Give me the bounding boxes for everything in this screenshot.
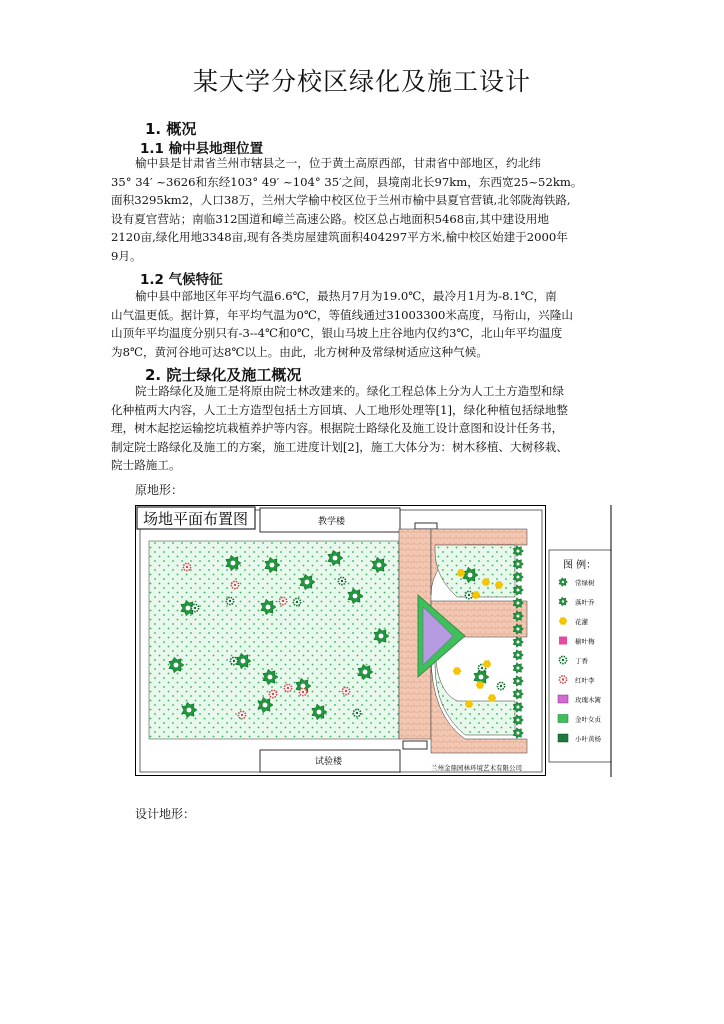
legend-redplum-icon: [559, 676, 566, 683]
text-line: 榆中县中部地区年平均气温6.6℃，最热月7月为19.0℃，最冷月1月为-8.1℃，南: [135, 289, 557, 303]
text-line: 院士路施工。: [111, 458, 181, 473]
section-1-2-heading: 1.2 气候特征: [140, 272, 223, 288]
caption-original-terrain: 原地形：: [135, 483, 184, 497]
redplum-symbol: [183, 563, 190, 570]
legend-label: 常绿树: [575, 579, 595, 587]
lilac-symbol: [226, 597, 233, 604]
caption-design-terrain: 设计地形：: [135, 807, 196, 821]
redplum-symbol: [269, 690, 276, 697]
text-line: 化种植两大内容，人工土方造型包括土方回填、人工地形处理等[1]，绿化种植包括绿地整: [111, 402, 568, 417]
legend-label: 金叶女贞: [575, 715, 601, 724]
legend-label: 丁香: [575, 657, 588, 665]
lilac-symbol: [465, 591, 472, 598]
legend-label: 花灌: [575, 618, 588, 626]
text-line: 为8℃，黄河谷地可达8℃以上。由此，北方树种及常绿树适应这种气候。: [111, 344, 488, 359]
redplum-symbol: [299, 688, 306, 695]
text-line: 设有夏官营站；南临312国道和嶂兰高速公路。校区总占地面积5468亩,其中建设用地: [111, 211, 549, 226]
legend-item: [559, 637, 595, 646]
section-2-paragraph: [111, 382, 614, 475]
redplum-symbol: [231, 581, 238, 588]
redplum-symbol: [342, 687, 349, 694]
legend-plum-icon: [559, 637, 567, 645]
top-gate: [415, 523, 437, 529]
lilac-symbol: [497, 682, 504, 689]
section-1-1-paragraph: [111, 154, 614, 266]
text-line: 35° 34′ ~3626和东经103° 49′ ~104° 35′之间，县境南北长97km，东西宽25~52km。: [111, 174, 583, 189]
legend-label: 小叶黄杨: [575, 735, 601, 743]
legend-hedge-rose-icon: [558, 695, 568, 703]
document-title: 某大学分校区绿化及施工设计: [192, 67, 531, 96]
section-1-2-paragraph: [111, 287, 614, 361]
text-line: 9月。: [111, 248, 142, 263]
bottom-building-label: 试验楼: [315, 757, 343, 767]
redplum-symbol: [238, 711, 245, 718]
redplum-symbol: [279, 597, 286, 604]
legend-title: 图 例：: [563, 560, 597, 571]
lilac-symbol: [353, 709, 360, 716]
site-plan-drawing: [135, 505, 612, 777]
legend-item: [558, 695, 602, 704]
legend-item: [559, 676, 595, 685]
section-2-heading: 2. 院士绿化及施工概况: [145, 366, 302, 384]
section-1-1-heading: 1.1 榆中县地理位置: [140, 141, 264, 157]
text-line: 制定院士路绿化及施工的方案，施工进度计划[2]，施工大体分为：树木移植、大树移栽、: [111, 439, 568, 454]
lilac-symbol: [293, 598, 300, 605]
lilac-symbol: [338, 577, 345, 584]
legend-label: 红叶李: [575, 676, 595, 685]
legend-lilac-icon: [559, 656, 566, 663]
section-1-heading: 1. 概况: [145, 120, 197, 138]
legend-label: 榆叶梅: [575, 637, 595, 646]
map-title: 场地平面布置图: [143, 510, 249, 528]
lilac-symbol: [230, 657, 237, 664]
text-line: 理，树木起挖运输挖坑栽植养护等内容。根据院士路绿化及施工设计意图和设计任务书，: [111, 421, 564, 436]
bottom-gate: [403, 741, 427, 749]
text-line: 榆中县是甘肃省兰州市辖县之一，位于黄土高原西部，甘肃省中部地区，约北纬: [135, 156, 541, 170]
redplum-symbol: [284, 684, 291, 691]
text-line: 山顶年平均温度分别只有-3--4℃和0℃，银山马坡上庄谷地内仅约3℃，北山年平均温度: [111, 326, 563, 341]
legend-hedge-boxwood-icon: [558, 734, 568, 742]
text-line: 面积3295km2，人口38万，兰州大学榆中校区位于兰州市榆中县夏官营镇,北邻陇海铁路,: [111, 193, 571, 208]
text-line: 2120亩,绿化用地3348亩,现有各类房屋建筑面积404297平方米,榆中校区始建于2000年: [111, 230, 568, 245]
company-label: 兰州金鼎园林环境艺术有限公司: [431, 764, 522, 772]
text-line: 山气温更低。据计算，年平均气温为0℃，等值线通过31003300米高度，马衔山，兴隆山: [111, 307, 573, 322]
legend-label: 玫瑰木篱: [575, 696, 601, 704]
legend-item: [558, 734, 602, 743]
top-building-label: 教学楼: [318, 517, 346, 527]
legend-item: [558, 715, 602, 724]
text-line: 院士路绿化及施工是将原由院士林改建来的。绿化工程总体上分为人工土方造型和绿: [135, 384, 564, 398]
legend-label: 落叶乔: [575, 598, 595, 607]
lilac-symbol: [191, 604, 198, 611]
site-plan-svg: [135, 505, 612, 777]
legend-hedge-privet-icon: [558, 715, 568, 723]
